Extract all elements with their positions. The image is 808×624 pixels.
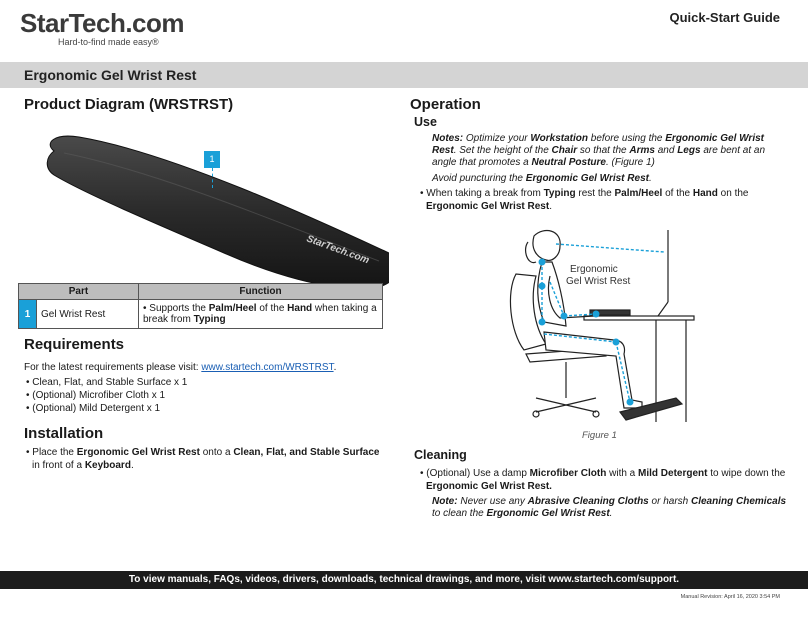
- list-item: • (Optional) Microfiber Cloth x 1: [26, 390, 166, 401]
- right-column: [410, 96, 788, 213]
- requirements-section: [24, 336, 389, 415]
- parts-table: [18, 283, 383, 329]
- figure-label-line2: Gel Wrist Rest: [566, 276, 631, 287]
- cleaning-heading: Cleaning: [414, 448, 467, 462]
- brand-wordmark: StarTech.com: [20, 8, 185, 38]
- wrist-rest-image: [24, 113, 389, 293]
- use-heading: Use: [414, 115, 437, 129]
- part-function: • Supports the Palm/Heel of the Hand when taking a break from Typing: [139, 300, 383, 329]
- cleaning-section: [410, 448, 788, 520]
- manual-revision: Manual Revision: April 16, 2020 3:54 PM: [680, 594, 780, 600]
- figure-label-line1: Ergonomic: [570, 264, 618, 275]
- product-logo-text: StarTech.com: [304, 233, 371, 267]
- operation-heading: Operation: [410, 96, 481, 113]
- brand-tagline: Hard-to-find made easy®: [58, 37, 159, 47]
- callout-line: [212, 168, 213, 188]
- table-row: [19, 300, 383, 329]
- left-column: [24, 96, 389, 293]
- product-diagram-heading: Product Diagram (WRSTRST): [24, 96, 234, 113]
- requirements-intro: For the latest requirements please visit: www.startech.com/WRSTRST.: [24, 362, 337, 373]
- posture-figure: [506, 222, 702, 432]
- document-title: Ergonomic Gel Wrist Rest: [24, 67, 197, 83]
- use-step: • When taking a break from Typing rest the Palm/Heel of the Hand on the Ergonomic Gel Wrist Rest.: [420, 188, 749, 212]
- cleaning-note: Note: Never use any Abrasive Cleaning Cloths or harsh Cleaning Chemicals to clean the Ergonomic Gel Wrist Rest.: [432, 496, 787, 519]
- posture-illustration: [506, 222, 702, 432]
- installation-section: [24, 425, 389, 472]
- col-function: Function: [139, 284, 383, 300]
- callout-1: 1: [204, 151, 220, 168]
- guide-title: Quick-Start Guide: [669, 10, 780, 25]
- installation-step: • Place the Ergonomic Gel Wrist Rest onto a Clean, Flat, and Stable Surface in front of a Keyboard.: [26, 447, 380, 471]
- part-name: Gel Wrist Rest: [37, 300, 139, 329]
- requirements-link[interactable]: www.startech.com/WRSTRST: [201, 362, 334, 373]
- title-banner: [0, 62, 808, 88]
- list-item: • (Optional) Mild Detergent x 1: [26, 403, 161, 414]
- list-item: • Clean, Flat, and Stable Surface x 1: [26, 377, 188, 388]
- requirements-heading: Requirements: [24, 336, 125, 353]
- cleaning-step: • (Optional) Use a damp Microfiber Cloth with a Mild Detergent to wipe down the Ergonomic Gel Wrist Rest.: [420, 468, 786, 492]
- avoid-note: Avoid puncturing the Ergonomic Gel Wrist Rest.: [432, 173, 652, 184]
- part-number: 1: [19, 300, 37, 329]
- figure-caption: Figure 1: [582, 430, 617, 441]
- installation-heading: Installation: [24, 425, 104, 442]
- use-notes: Notes: Optimize your Workstation before using the Ergonomic Gel Wrist Rest. Set the height of the Chair so that the Arms and Legs are bent at an angle that promotes a Neutral Posture. (Figure 1): [432, 133, 766, 168]
- support-footer: To view manuals, FAQs, videos, drivers, downloads, technical drawings, and more, visit www.startech.com/support.: [0, 571, 808, 589]
- product-diagram: [24, 113, 389, 293]
- col-part: Part: [19, 284, 139, 300]
- startech-logo: [20, 8, 184, 47]
- parts-table-header: [19, 284, 383, 300]
